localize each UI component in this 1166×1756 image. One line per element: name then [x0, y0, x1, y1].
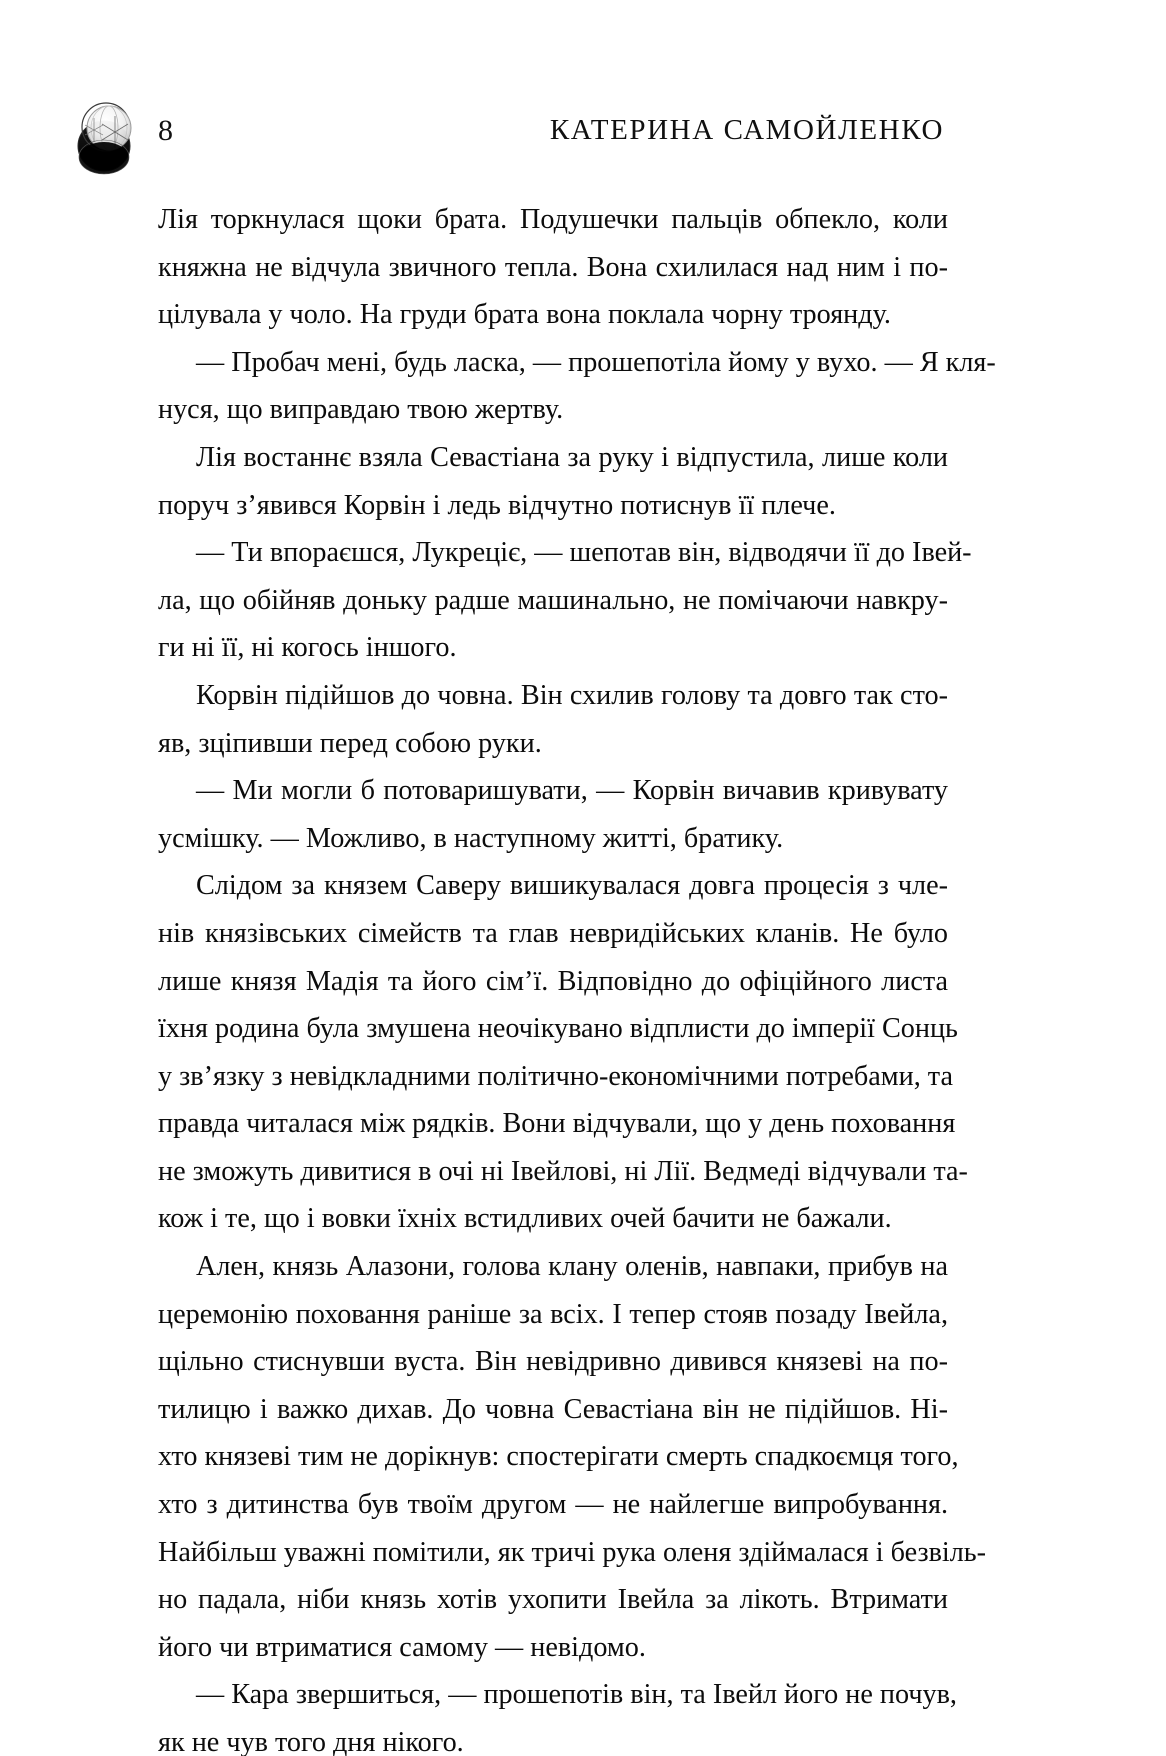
- text-line: нуся, що виправдаю твою жертву.: [158, 394, 564, 426]
- text-line: поруч з’явився Корвін і ледь відчутно потиснув її плече.: [158, 489, 836, 521]
- paragraph: [158, 434, 948, 529]
- body-text-block: [158, 196, 996, 1756]
- text-line: Найбільш уважні помітили, як тричі рука оленя здіймалася і безвіль-: [158, 1536, 987, 1568]
- text-line: нів князівських сімейств та глав невридійських кланів. Не було: [158, 917, 948, 949]
- paragraph: [158, 767, 948, 862]
- text-line: яв, зціпивши перед собою руки.: [158, 727, 542, 759]
- paragraph: [158, 1243, 987, 1671]
- text-line: ла, що обійняв доньку радше машинально, не помічаючи навкру-: [158, 584, 948, 616]
- text-line: Ален, князь Алазони, голова клану оленів, навпаки, прибув на: [196, 1251, 948, 1283]
- text-line: його чи втриматися самому — невідомо.: [158, 1631, 646, 1663]
- text-line: церемонію поховання раніше за всіх. І тепер стояв позаду Івейла,: [158, 1298, 948, 1330]
- text-line: Корвін підійшов до човна. Він схилив голову та довго так сто-: [196, 679, 948, 711]
- paragraph: [158, 1671, 957, 1756]
- text-line: Лія востаннє взяла Севастіана за руку і відпустила, лише коли: [196, 441, 948, 473]
- page-header: [0, 94, 1166, 174]
- text-line: — Ми могли б потоваришувати, — Корвін вичавив кривувату: [196, 775, 948, 807]
- paragraph: [158, 862, 968, 1243]
- text-line: тилицю і важко дихав. До човна Севастіана він не підійшов. Ні-: [158, 1393, 948, 1425]
- text-line: хто князеві тим не дорікнув: спостерігати смерть спадкоємця того,: [158, 1441, 959, 1473]
- text-line: щільно стиснувши вуста. Він невідривно дивився князеві на по-: [158, 1346, 948, 1378]
- text-line: лише князя Мадія та його сім’ї. Відповідно до офіційного листа: [158, 965, 948, 997]
- text-line: — Кара звершиться, — прошепотів він, та Івейл його не почув,: [196, 1679, 957, 1711]
- paragraph: [158, 672, 948, 767]
- text-line: усмішку. — Можливо, в наступному житті, братику.: [158, 822, 784, 854]
- page-number: 8: [158, 114, 174, 147]
- text-line: правда читалася між рядків. Вони відчували, що у день поховання: [158, 1108, 956, 1140]
- paragraph: [158, 339, 996, 434]
- text-line: як не чув того дня нікого.: [158, 1727, 464, 1756]
- text-line: но падала, ніби князь хотів ухопити Івейла за лікоть. Втримати: [158, 1584, 948, 1616]
- text-line: — Ти впораєшся, Лукреціє, — шепотав він, відводячи її до Івей-: [196, 537, 972, 569]
- moon-sphere-ornament-icon: [75, 94, 137, 176]
- text-line: Лія торкнулася щоки брата. Подушечки пальців обпекло, коли: [158, 204, 948, 235]
- text-line: не зможуть дивитися в очі ні Івейлові, ні Лії. Ведмеді відчували та-: [158, 1155, 968, 1187]
- text-line: — Пробач мені, будь ласка, — прошепотіла йому у вухо. — Я кля-: [196, 346, 996, 378]
- text-line: у зв’язку з невідкладними політично-економічними потребами, та: [158, 1060, 953, 1092]
- paragraph: [158, 196, 948, 339]
- running-header-author: КАТЕРИНА САМОЙЛЕНКО: [549, 114, 944, 146]
- paragraph: [158, 529, 972, 672]
- text-line: ги ні її, ні когось іншого.: [158, 632, 457, 664]
- text-line: хто з дитинства був твоїм другом — не найлегше випробування.: [158, 1489, 948, 1521]
- text-line: кож і те, що і вовки їхніх встидливих очей бачити не бажали.: [158, 1203, 892, 1235]
- text-line: цілувала у чоло. На груди брата вона поклала чорну троянду.: [158, 299, 891, 331]
- text-line: їхня родина була змушена неочікувано відплисти до імперії Сонць: [158, 1013, 958, 1045]
- text-line: княжна не відчула звичного тепла. Вона схилилася над ним і по-: [158, 251, 948, 283]
- text-line: Слідом за князем Саверу вишикувалася довга процесія з чле-: [196, 870, 948, 902]
